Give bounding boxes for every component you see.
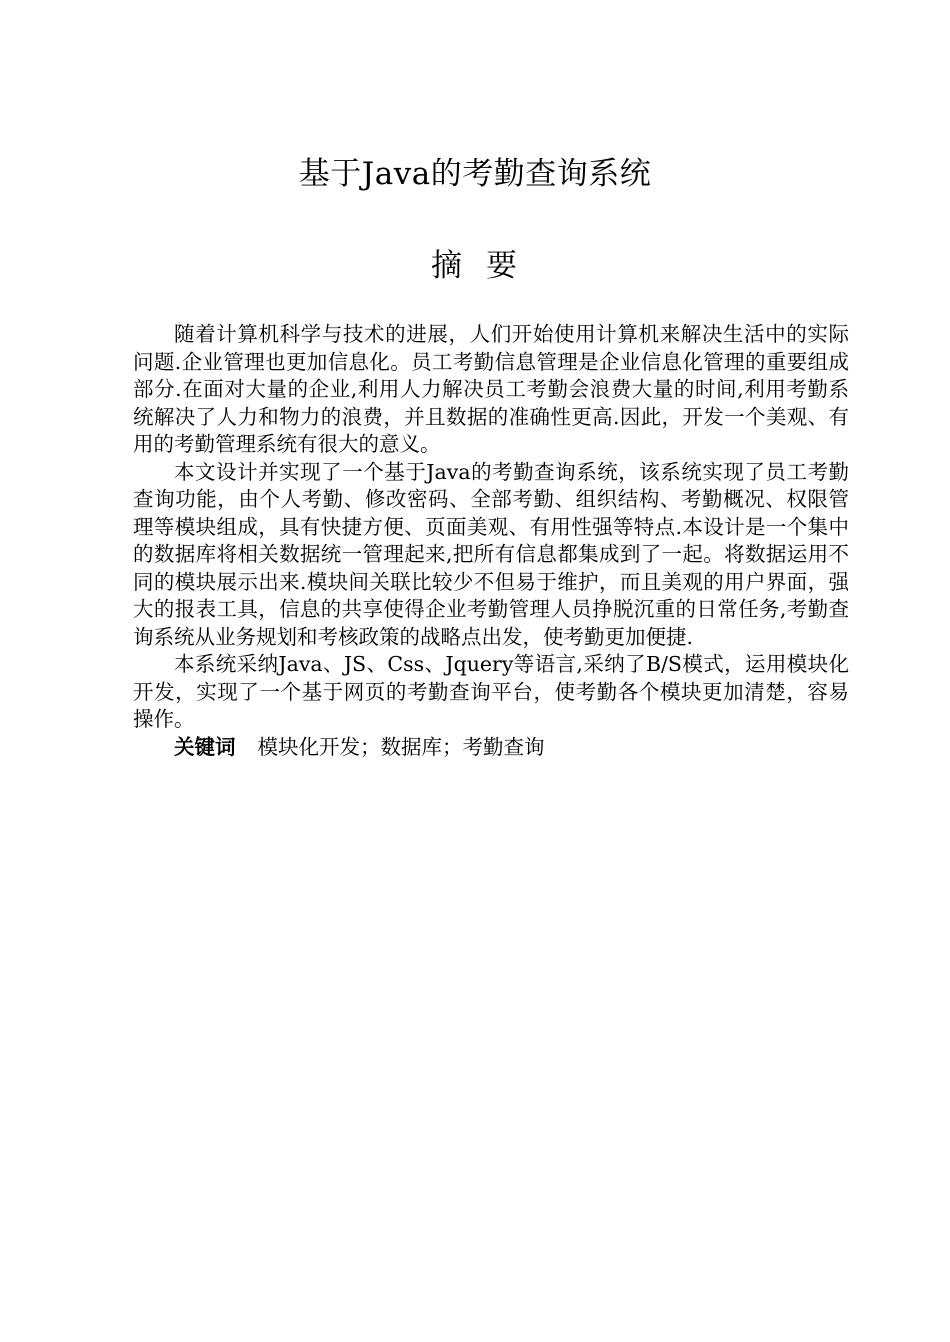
document-title: 基于Java的考勤查询系统 [298, 156, 652, 192]
abstract-heading-char-2: 要 [486, 248, 519, 284]
keywords-line [133, 734, 849, 762]
keywords-value: 模块化开发；数据库；考勤查询 [257, 734, 545, 759]
abstract-paragraph-1: 随着计算机科学与技术的进展，人们开始使用计算机来解决生活中的实际问题.企业管理也更加信息化。员工考勤信息管理是企业信息化管理的重要组成部分.在面对大量的企业,利用人力解决员工考勤会浪费大量的时间,利用考勤系统解决了人力和物力的浪费，并且数据的准确性更高.因此，开发一个美观、有用的考勤管理系统有很大的意义。 [133, 322, 849, 456]
abstract-paragraph-2: 本文设计并实现了一个基于Java的考勤查询系统，该系统实现了员工考勤查询功能，由个人考勤、修改密码、全部考勤、组织结构、考勤概况、权限管理等模块组成，具有快捷方便、页面美观、有用性强等特点.本设计是一个集中的数据库将相关数据统一管理起来,把所有信息都集成到了一起。将数据运用不同的模块展示出来.模块间关联比较少不但易于维护，而且美观的用户界面，强大的报表工具，信息的共享使得企业考勤管理人员挣脱沉重的日常任务,考勤查询系统从业务规划和考核政策的战略点出发，使考勤更加便捷. [133, 459, 849, 649]
abstract-heading-char-1: 摘 [431, 248, 464, 284]
abstract-heading [0, 244, 950, 288]
abstract-body [133, 321, 849, 761]
keywords-label: 关键词 [174, 734, 236, 759]
abstract-paragraph-3: 本系统采纳Java、JS、Css、Jquery等语言,采纳了B/S模式，运用模块化开发，实现了一个基于网页的考勤查询平台，使考勤各个模块更加清楚，容易操作。 [133, 652, 849, 731]
